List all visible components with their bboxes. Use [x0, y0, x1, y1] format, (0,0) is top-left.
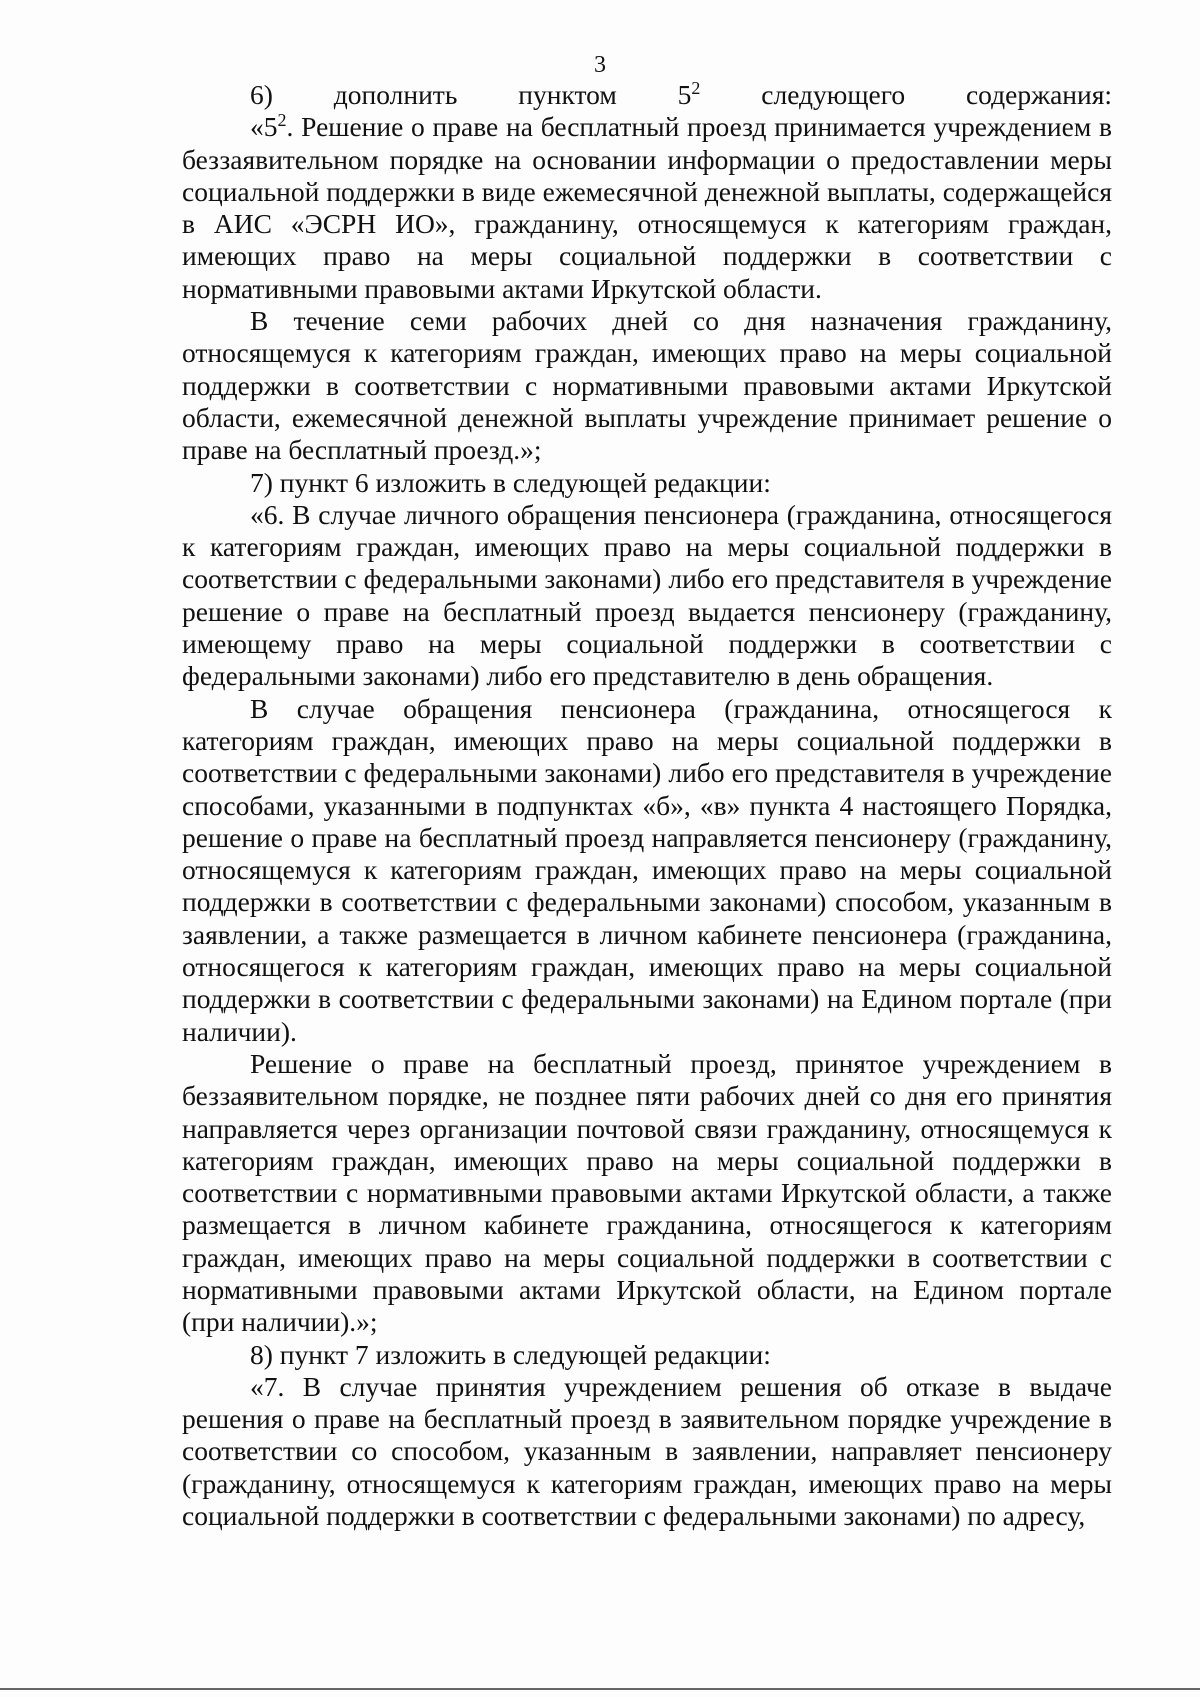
item-6-suffix: следующего содержания:: [700, 79, 1113, 110]
page-number: 3: [594, 52, 606, 78]
clause-5-2-open: «5: [250, 111, 278, 143]
clause-5-2-text: . Решение о праве на бесплатный проезд принимается учреждением в беззаявительном порядке на основании информации о предоставлении меры социальной поддержки в виде ежемесячной денежной выплаты, содержащейся в АИС «ЭСРН ИО», гражданину, относящемуся к категориям граждан, имеющих право на меры социальной поддержки в соответствии с нормативными правовыми актами Иркутской области.: [182, 111, 1112, 304]
paragraph-8: 8) пункт 7 изложить в следующей редакции:: [250, 1338, 771, 1370]
item-6-superscript: 2: [691, 77, 701, 98]
document-body: [182, 79, 1112, 1532]
clause-5-2-superscript: 2: [277, 110, 287, 131]
paragraph-4: 7) пункт 6 изложить в следующей редакции:: [250, 466, 771, 498]
paragraph-3: В течение семи рабочих дней со дня назначения гражданину, относящемуся к категориям граждан, имеющих право на меры социальной поддержки в соответствии с нормативными правовыми актами Иркутской области, ежемесячной денежной выплаты учреждение принимает решение о праве на бесплатный проезд.»;: [182, 305, 1112, 466]
item-6-prefix: 6) дополнить пунктом 5: [250, 79, 692, 110]
paragraph-7: Решение о праве на бесплатный проезд, принятое учреждением в беззаявительном порядке, не позднее пяти рабочих дней со дня его принятия направляется через организации почтовой связи гражданину, относящемуся к категориям граждан, имеющих право на меры социальной поддержки в соответствии с нормативными правовыми актами Иркутской области, а также размещается в личном кабинете гражданина, относящегося к категориям граждан, имеющих право на меры социальной поддержки в соответствии с нормативными правовыми актами Иркутской области, на Едином портале (при наличии).»;: [182, 1047, 1112, 1338]
scan-bottom-edge: [0, 1688, 1200, 1690]
paragraph-5: «6. В случае личного обращения пенсионера (гражданина, относящегося к категориям граждан, имеющих право на меры социальной поддержки в соответствии с федеральными законами) либо его представителя в учреждение решение о праве на бесплатный проезд выдается пенсионеру (гражданину, имеющему право на меры социальной поддержки в соответствии с федеральными законами) либо его представителю в день обращения.: [182, 498, 1112, 692]
clause-5-2-paragraph: [182, 111, 1112, 305]
paragraph-6: В случае обращения пенсионера (гражданина, относящегося к категориям граждан, имеющих право на меры социальной поддержки в соответствии с федеральными законами) либо его представителя в учреждение способами, указанными в подпунктах «б», «в» пункта 4 настоящего Порядка, решение о праве на бесплатный проезд направляется пенсионеру (гражданину, относящемуся к категориям граждан, имеющих право на меры социальной поддержки в соответствии с федеральными законами) способом, указанным в заявлении, а также размещается в личном кабинете пенсионера (гражданина, относящегося к категориям граждан, имеющих право на меры социальной поддержки в соответствии с федеральными законами) на Едином портале (при наличии).: [182, 692, 1112, 1047]
paragraph-9: «7. В случае принятия учреждением решения об отказе в выдаче решения о праве на бесплатный проезд в заявительном порядке учреждение в соответствии со способом, указанным в заявлении, направляет пенсионеру (гражданину, относящемуся к категориям граждан, имеющих право на меры социальной поддержки в соответствии с федеральными законами) по адресу,: [182, 1370, 1112, 1532]
item-6-paragraph: [182, 79, 1112, 111]
